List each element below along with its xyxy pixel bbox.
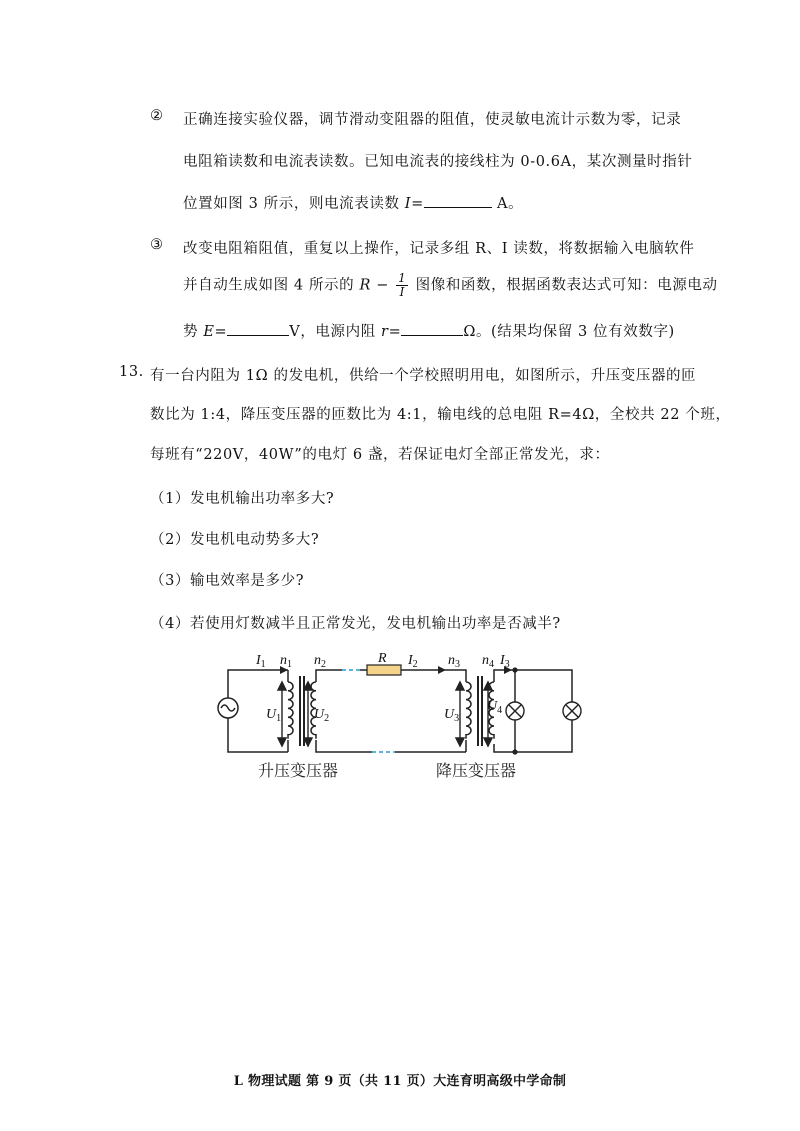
item2-text-b: A。 [491,196,524,212]
label-n1: $n_1$ [280,653,292,670]
item3-text-b: 图像和函数，根据函数表达式可知：电源电动 [410,277,718,294]
sub-question-4: （4）若使用灯数减半且正常发光，发电机输出功率是否减半? [150,616,561,632]
label-r: R [378,651,387,666]
resistance-answer-blank[interactable] [401,323,463,336]
sub-question-2: （2）发电机电动势多大? [150,532,320,548]
circuit-svg [210,640,590,780]
step-up-primary-coil [288,682,293,739]
item3-line-2 [183,272,718,299]
fraction-denominator: I [399,285,405,299]
one-over-i-fraction [396,272,408,299]
current-answer-blank[interactable] [424,195,492,208]
emf-symbol: E [203,324,215,340]
item3-line-3 [183,320,675,341]
step-down-primary-coil [466,682,471,739]
item3-text-a: 并自动生成如图 4 所示的 [183,277,360,294]
item2-text-a: 位置如图 3 所示，则电流表读数 [183,196,405,212]
current-arrow-i2 [438,666,446,674]
label-i1: $I_1$ [256,653,266,670]
junction-dot [512,749,517,754]
item2-line-2: 电阻箱读数和电流表读数。已知电流表的接线柱为 0-0.6A，某次测量时指针 [183,154,693,170]
question-13-line-1: 有一台内阻为 1Ω 的发电机，供给一个学校照明用电，如图所示，升压变压器的匝 [150,368,697,384]
label-i3: $I_3$ [500,653,510,670]
resistance-symbol: R [359,277,371,294]
item3-text-e: Ω。(结果均保留 3 位有效数字) [463,324,675,340]
item2-line-1: 正确连接实验仪器，调节滑动变阻器的阻值，使灵敏电流计示数为零，记录 [183,112,682,128]
label-u2: $U_2$ [314,707,330,724]
equals-sign: = [388,324,402,340]
label-u3: $U_3$ [444,707,460,724]
question-13-number: 13. [119,364,144,380]
item2-line-3 [183,192,523,213]
question-13-line-2: 数比为 1:4，降压变压器的匝数比为 4:1，输电线的总电阻 R=4Ω，全校共 22 个班， [150,407,731,423]
sub-question-1: （1）发电机输出功率多大? [150,491,335,507]
minus-sign: − [370,277,395,294]
internal-resistance-symbol: r [381,324,389,340]
item3-number: ③ [150,237,164,253]
page-footer: L 物理试题 第 9 页（共 11 页）大连育明高级中学命制 [233,1074,567,1089]
step-down-transformer-label: 降压变压器 [436,761,517,780]
label-n2: $n_2$ [314,653,326,670]
sub-question-3: （3）输电效率是多少? [150,573,305,589]
step-up-transformer-label: 升压变压器 [258,761,339,780]
question-13-line-3: 每班有“220V，40W”的电灯 6 盏，若保证电灯全部正常发光，求： [150,447,610,463]
item3-text-d: V，电源内阻 [289,324,382,340]
label-n4: $n_4$ [482,653,494,670]
item3-text-c: 势 [183,324,204,340]
item2-number: ② [150,108,164,124]
equals-sign: = [411,196,424,212]
label-i2: $I_2$ [408,653,418,670]
item3-line-1: 改变电阻箱阻值，重复以上操作，记录多组 R、I 读数，将数据输入电脑软件 [183,241,695,257]
label-u1: $U_1$ [266,707,282,724]
label-n3: $n_3$ [448,653,460,670]
resistor-symbol [367,665,401,675]
power-transmission-diagram [210,640,590,784]
junction-dot [512,667,517,672]
fraction-numerator: 1 [398,271,407,285]
label-u4: $U_4$ [487,699,503,716]
emf-answer-blank[interactable] [227,323,289,336]
equals-sign: = [214,324,228,340]
current-symbol: I [404,196,412,212]
